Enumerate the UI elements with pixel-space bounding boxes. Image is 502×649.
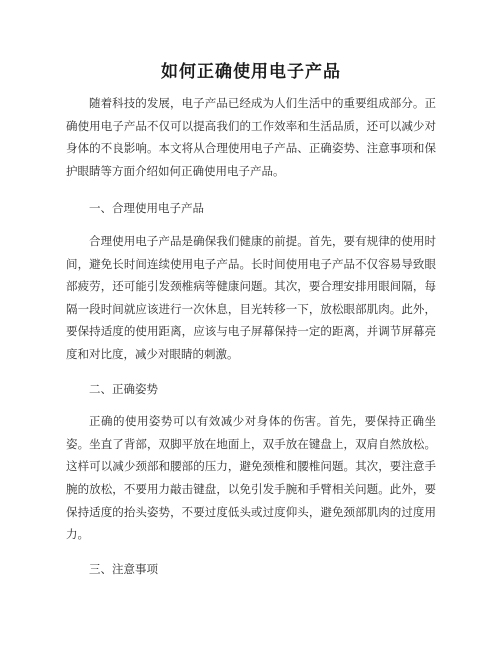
document-title: 如何正确使用电子产品 (161, 62, 341, 82)
section-heading-3: 三、注意事项 (89, 561, 158, 576)
intro-paragraph: 随着科技的发展，电子产品已经成为人们生活中的重要组成部分。正确使用电子产品不仅可以提高我们的工作效率和生活品质，还可以减少对身体的不良影响。本文将从合理使用电子产品、正确姿势、注意事项和保护眼睛等方面介绍如何正确使用电子产品。 (66, 96, 436, 178)
section-heading-1: 一、合理使用电子产品 (89, 201, 204, 216)
section-heading-2: 二、正确姿势 (89, 381, 158, 396)
section-body-1: 合理使用电子产品是确保我们健康的前提。首先，要有规律的使用时间，避免长时间连续使用电子产品。长时间使用电子产品不仅容易导致眼部疲劳，还可能引发颈椎病等健康问题。其次，要合理安排用眼间隔，每隔一段时间就应该进行一次休息，目光转移一下，放松眼部肌肉。此外，要保持适度的使用距离，应该与电子屏幕保持一定的距离，并调节屏幕亮度和对比度，减少对眼睛的刺激。 (66, 233, 436, 361)
section-body-2: 正确的使用姿势可以有效减少对身体的伤害。首先，要保持正确坐姿。坐直了背部，双脚平放在地面上，双手放在键盘上，双肩自然放松。这样可以减少颈部和腰部的压力，避免颈椎和腰椎问题。其次，要注意手腕的放松，不要用力敲击键盘，以免引发手腕和手臂相关问题。此外，要保持适度的抬头姿势，不要过度低头或过度仰头，避免颈部肌肉的过度用力。 (66, 414, 436, 542)
